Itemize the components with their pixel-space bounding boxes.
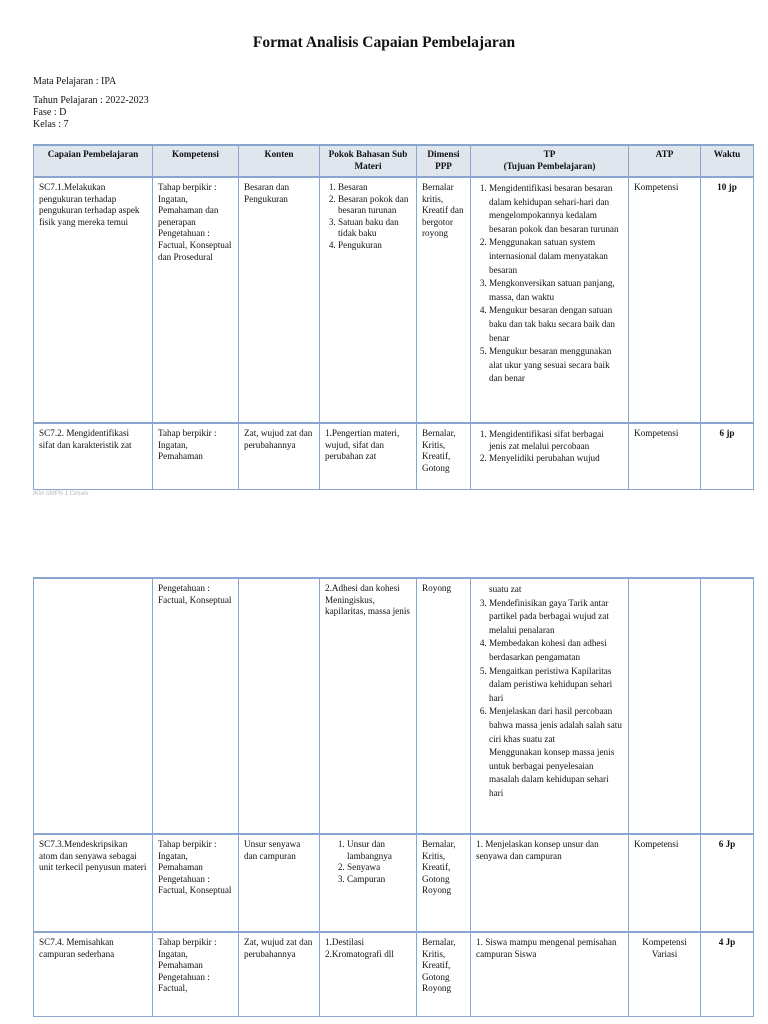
header-atp: ATP — [629, 145, 701, 177]
list-item: 4. Membedakan kohesi dan adhesi berdasarkan pengamatan — [489, 637, 623, 664]
header-konten: Konten — [239, 145, 320, 177]
list-item: 1. Besaran — [338, 182, 411, 194]
list-item: 2. Senyawa — [347, 862, 411, 874]
meta-fase: Fase : D — [33, 107, 67, 118]
tp-continuation: suatu zat — [489, 584, 522, 594]
meta-kelas: Kelas : 7 — [33, 119, 69, 130]
cell-waktu: 6 Jp — [701, 834, 754, 932]
table-row — [34, 177, 754, 423]
list-item: 4. Pengukuran — [338, 240, 411, 252]
cell-cp: SC7.4. Memisahkan campuran sederhana — [34, 932, 153, 1016]
cell-tp — [471, 177, 629, 423]
meta-mapel: Mata Pelajaran : IPA — [33, 76, 117, 87]
list-item: 3. Mendefinisikan gaya Tarik antar partikel pada berbagai wujud zat melalui penalaran — [489, 597, 623, 638]
cell-kompetensi: Tahap berpikir : Ingatan, Pemahaman dan penerapan Pengetahuan : Factual, Konseptual dan Prosedural — [153, 177, 239, 423]
cell-tp: 1. Siswa mampu mengenal pemisahan campuran Siswa — [471, 932, 629, 1016]
cell-dimensi: Royong — [417, 578, 471, 834]
cell-pokok: 1.Pengertian materi, wujud, sifat dan perubahan zat — [320, 423, 417, 489]
list-item: 2. Besaran pokok dan besaran turunan — [338, 194, 411, 217]
cell-waktu: 4 Jp — [701, 932, 754, 1016]
cell-kompetensi: Tahap berpikir : Ingatan, Pemahaman Pengetahuan : Factual, Konseptual — [153, 834, 239, 932]
cell-atp: Kompetensi — [629, 834, 701, 932]
cell-tp — [471, 423, 629, 489]
header-waktu: Waktu — [701, 145, 754, 177]
header-kompetensi: Kompetensi — [153, 145, 239, 177]
list-item: 3. Satuan baku dan tidak baku — [338, 217, 411, 240]
cell-pokok — [320, 932, 417, 1016]
header-tp-sub: (Tujuan Pembelajaran) — [503, 160, 596, 171]
header-pokok: Pokok Bahasan Sub Materi — [320, 145, 417, 177]
list-item: 5. Mengukur besaran menggunakan alat ukur yang sesuai secara baik dan benar — [489, 345, 623, 386]
cell-konten: Besaran dan Pengukuran — [239, 177, 320, 423]
list-item: 1. Mengidentifikasi sifat berbagai jenis zat melalui percobaan — [489, 428, 623, 452]
cell-kompetensi: Tahap berpikir : Ingatan, Pemahaman Pengetahuan : Factual, — [153, 932, 239, 1016]
cp-table-page-1 — [33, 144, 754, 490]
list-item: 3. Mengkonversikan satuan panjang, massa, dan waktu — [489, 277, 623, 304]
list-item: 6. Menjelaskan dari hasil percobaan bahwa massa jenis adalah salah satu ciri khas suatu zat — [489, 705, 623, 746]
cell-konten: Zat, wujud zat dan perubahannya — [239, 932, 320, 1016]
cell-cp: SC7.2. Mengidentifikasi sifat dan karakteristik zat — [34, 423, 153, 489]
cell-atp: Kompetensi Variasi — [629, 932, 701, 1016]
cell-cp: SC7.1.Melakukan pengukuran terhadap pengukuran terhadap aspek fisik yang mereka temui — [34, 177, 153, 423]
header-dimensi: Dimensi PPP — [417, 145, 471, 177]
table-row — [34, 578, 754, 834]
cell-waktu — [701, 578, 754, 834]
list-item: 2.Kromatografi dll — [325, 948, 394, 959]
cell-atp — [629, 578, 701, 834]
cell-konten: Unsur senyawa dan campuran — [239, 834, 320, 932]
cp-table-page-2 — [33, 577, 754, 1017]
cell-tp: 1. Menjelaskan konsep unsur dan senyawa dan campuran — [471, 834, 629, 932]
cell-pokok — [320, 834, 417, 932]
cell-konten — [239, 578, 320, 834]
list-item: 2. Menyelidiki perubahan wujud — [489, 452, 623, 464]
list-item: 1.Destilasi — [325, 937, 365, 947]
cell-kompetensi: Pengetahuan : Factual, Konseptual — [153, 578, 239, 834]
list-item: 5. Mengaitkan peristiwa Kapilaritas dalam peristiwa kehidupan sehari hari — [489, 665, 623, 706]
header-tp — [471, 145, 629, 177]
list-item: 3. Campuran — [347, 874, 411, 886]
page-title: Format Analisis Capaian Pembelajaran — [252, 34, 516, 51]
table-row — [34, 834, 754, 932]
page-footer: IKM-SMPN 1 Cimahi — [33, 491, 89, 497]
cell-atp: Kompetensi — [629, 177, 701, 423]
cell-dimensi: Bernalar, Kritis, Kreatif, Gotong — [417, 423, 471, 489]
list-item: 1. Mengidentifikasi besaran besaran dalam kehidupan sehari-hari dan mengelompokannya kedalam besaran pokok dan besaran turunan — [489, 182, 623, 236]
cell-cp: SC7.3.Mendeskripsikan atom dan senyawa sebagai unit terkecil penyusun materi — [34, 834, 153, 932]
cell-waktu: 10 jp — [701, 177, 754, 423]
cell-atp: Kompetensi — [629, 423, 701, 489]
tp-extra: Menggunakan konsep massa jenis untuk berbagai penyelesaian masalah dalam kehidupan sehari hari — [489, 747, 615, 798]
cell-dimensi: Bernalar kritis, Kreatif dan bergotor royong — [417, 177, 471, 423]
list-item: 1. Unsur dan lambangnya — [347, 839, 411, 862]
table-header-row — [34, 145, 754, 177]
cell-dimensi: Bernalar, Kritis, Kreatif, Gotong Royong — [417, 834, 471, 932]
cell-cp — [34, 578, 153, 834]
cell-dimensi: Bernalar, Kritis, Kreatif, Gotong Royong — [417, 932, 471, 1016]
list-item: 2. Menggunakan satuan system internasional dalam menyatakan besaran — [489, 236, 623, 277]
cell-tp — [471, 578, 629, 834]
cell-kompetensi: Tahap berpikir : Ingatan, Pemahaman — [153, 423, 239, 489]
cell-pokok: 2.Adhesi dan kohesi Meningiskus, kapilaritas, massa jenis — [320, 578, 417, 834]
header-cp: Capaian Pembelajaran — [34, 145, 153, 177]
cell-pokok — [320, 177, 417, 423]
cell-konten: Zat, wujud zat dan perubahannya — [239, 423, 320, 489]
table-row — [34, 932, 754, 1016]
list-item: 4. Mengukur besaran dengan satuan baku dan tak baku secara baik dan benar — [489, 304, 623, 345]
table-row — [34, 423, 754, 489]
cell-waktu: 6 jp — [701, 423, 754, 489]
header-tp-label: TP — [543, 149, 556, 159]
meta-tahun: Tahun Pelajaran : 2022-2023 — [33, 95, 149, 106]
